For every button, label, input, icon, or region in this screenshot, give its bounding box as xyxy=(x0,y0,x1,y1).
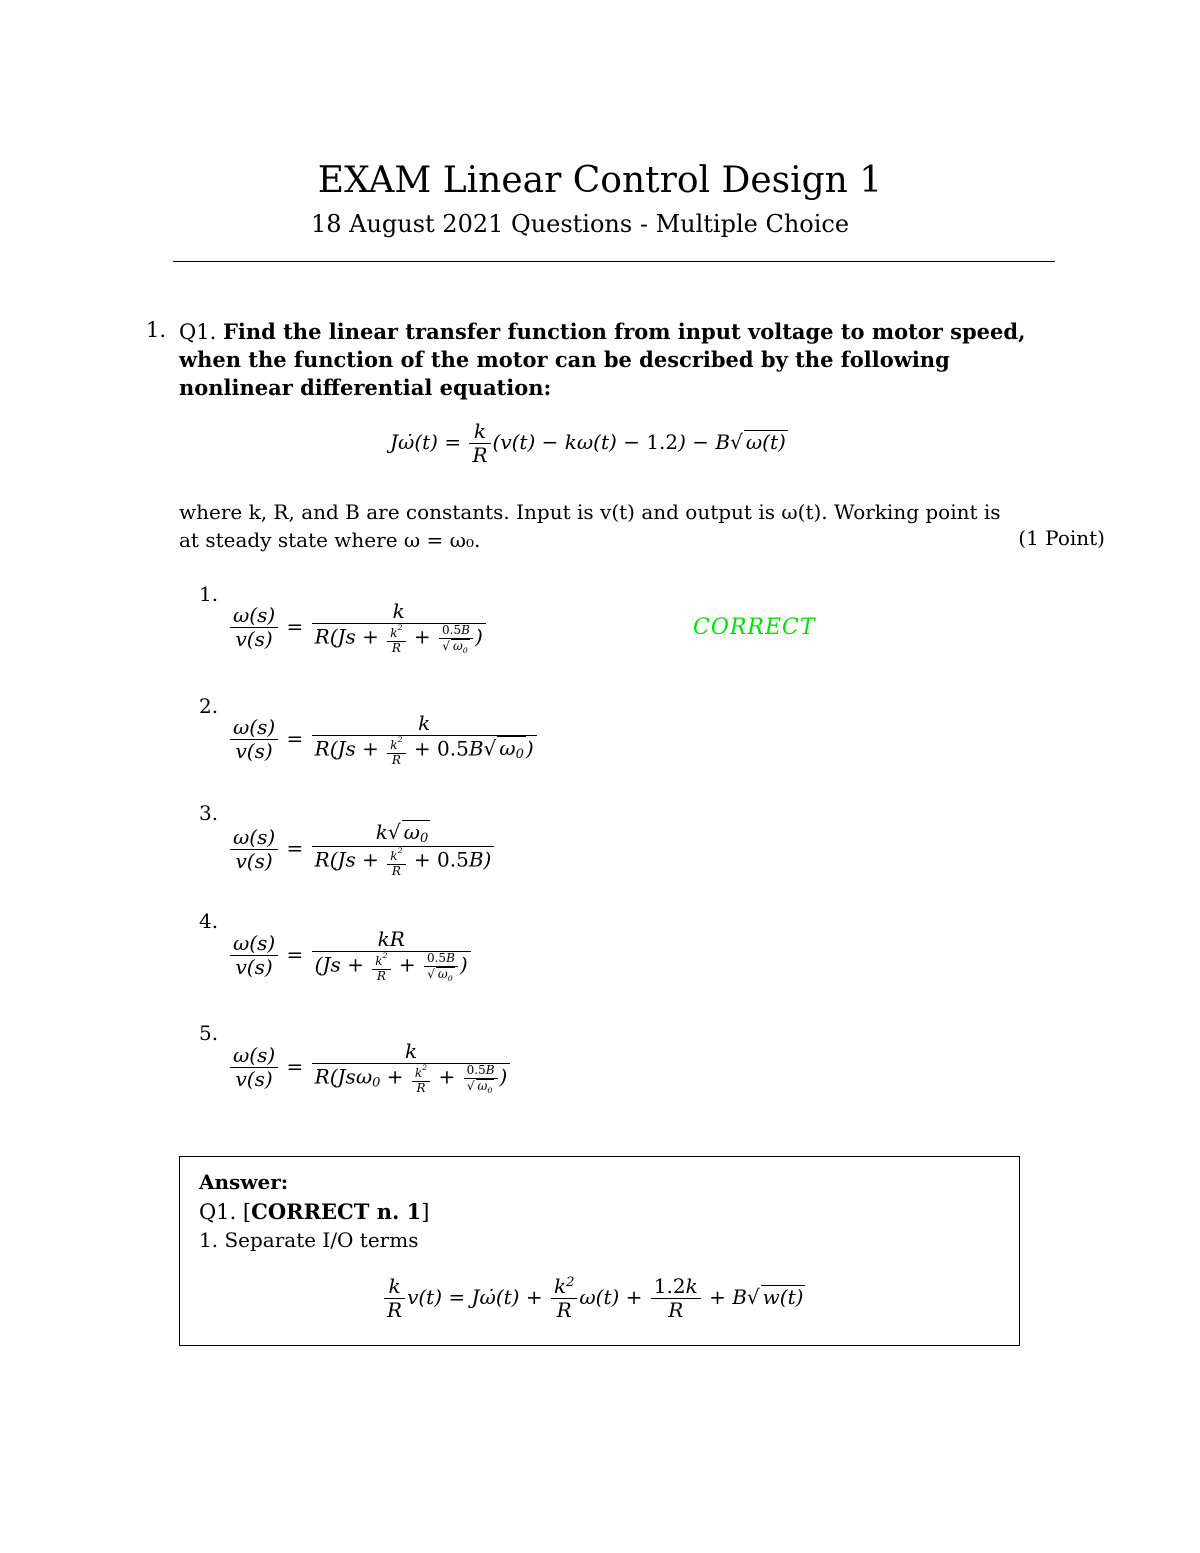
answer-step: 1. Separate I/O terms xyxy=(199,1228,419,1252)
page-title: EXAM Linear Control Design 1 xyxy=(317,160,883,201)
option-2-formula: $\frac{\omega(s)}{v(s)}$ = k R(Js + $\frac{k^2}{R}$ + 0.5B√ $\omega_0$ ) xyxy=(228,712,539,768)
answer-question-label: Q1. [ xyxy=(199,1200,252,1224)
points-label: (1 Point) xyxy=(1018,526,1105,550)
answer-equation: $\frac{k}{R}$ v(t) = Jω̇(t) + $\frac{k^2}{R}$ ω(t) + $\frac{1.2k}{R}$ + B√ w(t) xyxy=(382,1275,805,1322)
correct-mark: CORRECT xyxy=(693,615,816,640)
answer-question-end: ] xyxy=(421,1200,430,1224)
page-subtitle: 18 August 2021 Questions - Multiple Choice xyxy=(310,210,850,238)
condition-line: at steady state where ω = ω₀. xyxy=(179,528,481,552)
answer-title: Answer: xyxy=(199,1170,289,1194)
option-number: 2. xyxy=(199,694,219,718)
option-number: 1. xyxy=(199,582,219,606)
question-prompt: Find the linear transfer function from input voltage to motor speed, when the function of the motor can be described by the following nonlinear differential equation: xyxy=(179,319,1026,400)
option-4-formula: $\frac{\omega(s)}{v(s)}$ = kR (Js + $\frac{k^2}{R}$ + $\frac{0.5B}{√ \omega_0}$ ) xyxy=(228,928,473,984)
question-conditions xyxy=(179,498,1109,554)
option-5-formula: $\frac{\omega(s)}{v(s)}$ = k R(Jsω$_0$ + $\frac{k^2}{R}$ + $\frac{0.5B}{√ \omega_0}$ ) xyxy=(228,1040,512,1096)
condition-line: where k, R, and B are constants. Input is v(t) and output is ω(t). Working point is xyxy=(179,500,1001,524)
question-text xyxy=(179,318,1059,402)
option-number: 4. xyxy=(199,909,219,933)
question-label: Q1. xyxy=(179,320,217,344)
option-number: 5. xyxy=(199,1021,219,1045)
option-1-formula: $\frac{\omega(s)}{v(s)}$ = k R(Js + $\frac{k^2}{R}$ + $\frac{0.5B}{√ \omega_0}$ ) xyxy=(228,600,488,656)
option-number: 3. xyxy=(199,801,219,825)
title-divider xyxy=(173,261,1055,262)
question-number: 1. xyxy=(146,318,167,342)
option-3-formula: $\frac{\omega(s)}{v(s)}$ = k√ $\omega_0$ R(Js + $\frac{k^2}{R}$ + 0.5B) xyxy=(228,820,496,879)
answer-question-line xyxy=(199,1199,429,1224)
differential-equation: Jω̇(t) = $\frac{k}{R}$ (v(t) − kω(t) − 1.2) − B√ ω(t) xyxy=(390,419,786,467)
answer-correct-text: CORRECT n. 1 xyxy=(251,1199,422,1224)
